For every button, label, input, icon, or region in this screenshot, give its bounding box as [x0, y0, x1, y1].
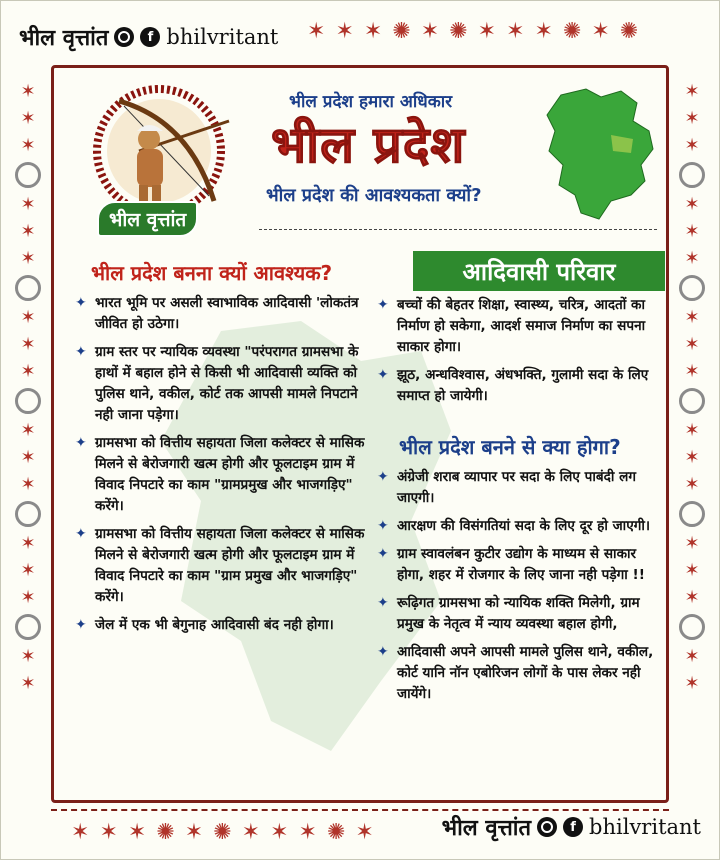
list-item: ✦ जेल में एक भी बेगुनाह आदिवासी बंद नही होगा। — [75, 615, 375, 636]
diamond-bullet-icon: ✦ — [75, 295, 87, 311]
diamond-bullet-icon: ✦ — [377, 367, 389, 383]
list-item: ✦ झूठ, अन्धविश्वास, अंधभक्ति, गुलामी सदा के लिए समाप्त हो जायेगी। — [377, 365, 657, 407]
right-section-title: आदिवासी परिवार — [413, 251, 665, 291]
list-item: ✦ आरक्षण की विसंगतियां सदा के लिए दूर हो जाएगी। — [377, 516, 657, 537]
brand-bar-bottom — [442, 805, 701, 849]
list-item: ✦ आदिवासी अपने आपसी मामले पुलिस थाने, वकील, कोर्ट यानि नॉन एबोरिजन लोगों के पास लेकर नही जायेंगे। — [377, 642, 657, 705]
list-item: ✦ ग्रामसभा को वित्तीय सहायता जिला कलेक्टर से मासिक मिलने से बेरोजगारी खत्म होगी और फूलटाइम ग्राम में विवाद निपटारे का काम "ग्राम प्रमुख और भाजगड़िए" करेंगे। — [75, 524, 375, 608]
instagram-icon[interactable] — [537, 817, 557, 837]
diamond-bullet-icon: ✦ — [75, 435, 87, 451]
diamond-bullet-icon: ✦ — [75, 617, 87, 633]
tribal-motif-row: ✶ ✶ ✶ ✺ ✶ ✺ ✶ ✶ ✶ ✺ ✶ ✺ — [307, 19, 639, 44]
tribal-motif-row-bottom: ✶ ✶ ✶ ✺ ✶ ✺ ✶ ✶ ✶ ✺ ✶ — [71, 820, 374, 845]
diamond-bullet-icon: ✦ — [377, 595, 389, 611]
list-item: ✦ बच्चों की बेहतर शिक्षा, स्वास्थ्य, चरित्र, आदतों का निर्माण हो सकेगा, आदर्श समाज निर्माण का सपना साकार होगा। — [377, 295, 657, 358]
list-item: ✦ ग्राम स्तर पर न्यायिक व्यवस्था "परंपरागत ग्रामसभा के हाथों में बहाल होने से किसी भी आदिवासी व्यक्ति को पुलिस थाने, वकील, कोर्ट तक आपसी मामले निपटाने नही जाना पड़ेगा। — [75, 342, 375, 426]
left-point-list — [75, 293, 375, 643]
diamond-bullet-icon: ✦ — [377, 469, 389, 485]
header-kicker: भील प्रदेश हमारा अधिकार — [289, 92, 453, 112]
facebook-icon[interactable]: f — [140, 27, 160, 47]
diamond-bullet-icon: ✦ — [377, 644, 389, 660]
bhil-pradesh-map — [541, 85, 661, 225]
outcomes-section-title: भील प्रदेश बनने से क्या होगा? — [399, 435, 621, 459]
list-item: ✦ रूढ़िगत ग्रामसभा को न्यायिक शक्ति मिलेगी, ग्राम प्रमुख के नेतृत्व में न्याय व्यवस्था बहाल होगी, — [377, 593, 657, 635]
list-item: ✦ ग्राम स्वावलंबन कुटीर उद्योग के माध्यम से साकार होगा, शहर में रोजगार के लिए जाना नही पड़ेगा !! — [377, 544, 657, 586]
brand-name: भील वृत्तांत — [441, 816, 532, 841]
brand-bar-top — [1, 15, 278, 59]
page-title: भील प्रदेश — [271, 116, 466, 174]
tribal-motif-column-right: ✶ ✶ ✶ ✶ ✶ ✶ ✶ ✶ ✶ ✶ ✶ ✶ ✶ ✶ ✶ ✶ ✶ — [679, 81, 705, 694]
facebook-icon[interactable]: f — [563, 817, 583, 837]
right-point-list — [377, 295, 657, 414]
list-item: ✦ ग्रामसभा को वित्तीय सहायता जिला कलेक्टर से मासिक मिलने से बेरोजगारी खत्म होगी और फूलटाइम ग्राम में विवाद निपटारे का काम "ग्रामप्रमुख और भाजगड़िए" करेंगे। — [75, 433, 375, 517]
left-section-title: भील प्रदेश बनना क्यों आवश्यक? — [91, 261, 333, 285]
list-item: ✦ भारत भूमि पर असली स्वाभाविक आदिवासी 'लोकतंत्र जीवित हो उठेगा। — [75, 293, 375, 335]
brand-handle[interactable]: bhilvritant — [589, 815, 701, 839]
brand-handle[interactable]: bhilvritant — [166, 25, 279, 49]
instagram-icon[interactable] — [114, 27, 134, 47]
tribal-motif-column-left: ✶ ✶ ✶ ✶ ✶ ✶ ✶ ✶ ✶ ✶ ✶ ✶ ✶ ✶ ✶ ✶ ✶ — [15, 81, 41, 694]
diamond-bullet-icon: ✦ — [75, 344, 87, 360]
diamond-bullet-icon: ✦ — [377, 546, 389, 562]
diamond-bullet-icon: ✦ — [75, 526, 87, 542]
emblem-label: भील वृत्तांत — [97, 201, 198, 237]
outcomes-point-list — [377, 467, 657, 712]
diamond-bullet-icon: ✦ — [377, 518, 389, 534]
diamond-bullet-icon: ✦ — [377, 297, 389, 313]
brand-name: भील वृत्तांत — [19, 26, 109, 51]
header-divider — [259, 229, 657, 230]
list-item: ✦ अंग्रेजी शराब व्यापार पर सदा के लिए पाबंदी लग जाएगी। — [377, 467, 657, 509]
page-subtitle: भील प्रदेश की आवश्यकता क्यों? — [266, 185, 482, 206]
